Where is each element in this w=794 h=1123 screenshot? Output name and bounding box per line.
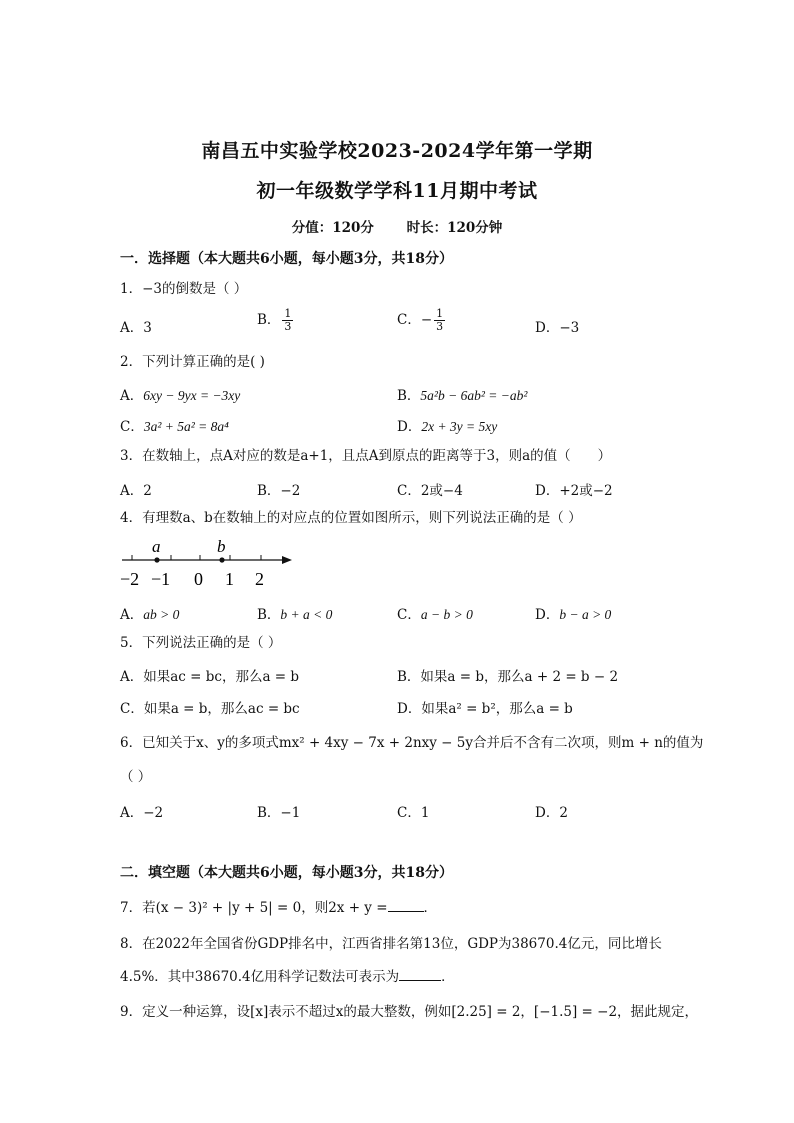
option-expression: ab > 0	[143, 607, 180, 622]
q1-option-b-fraction	[282, 308, 293, 333]
fraction-denominator: 3	[284, 320, 292, 333]
q4-option-a	[120, 603, 179, 623]
q2-stem: 2．下列计算正确的是( )	[120, 354, 265, 370]
q4-option-b	[257, 603, 332, 623]
q1-option-c	[397, 308, 445, 333]
q4-option-c	[397, 603, 473, 623]
q6-option-c: C．1	[397, 805, 430, 821]
option-expression: 5a²b − 6ab² = −ab²	[420, 388, 528, 403]
q7-answer-blank[interactable]	[388, 898, 424, 912]
option-label: A．	[120, 607, 144, 623]
q9-text: 9．定义一种运算，设[x]表示不超过x的最大整数，例如[2.25] = 2，[−1.5] = −2，据此规定，	[120, 1004, 699, 1020]
axis-label-neg2: −2	[120, 569, 140, 589]
option-label: B．	[397, 388, 421, 404]
q2-option-d	[397, 415, 497, 435]
option-label: B．	[257, 607, 281, 623]
q8-end: ．	[441, 969, 455, 985]
q5-option-b: B．如果a = b，那么a + 2 = b − 2	[397, 669, 619, 685]
option-expression: 3a² + 5a² = 8a⁴	[143, 419, 229, 434]
point-b-label: b	[217, 537, 226, 556]
option-expression: a − b > 0	[420, 607, 473, 622]
axis-label-1: 1	[225, 569, 234, 589]
q1-stem: 1．−3的倒数是（ ）	[120, 281, 248, 297]
option-expression: b + a < 0	[280, 607, 333, 622]
q3-option-a: A．2	[120, 483, 152, 499]
q1-option-a: A．3	[120, 320, 152, 336]
axis-label-neg1: −1	[151, 569, 171, 589]
q1-option-b-label: B．	[257, 312, 281, 328]
q3-option-c: C．2或−4	[397, 483, 463, 499]
q8-answer-blank[interactable]	[399, 967, 441, 981]
q1-option-c-fraction	[434, 308, 445, 333]
option-expression: 2x + 3y = 5xy	[421, 419, 498, 434]
number-line-figure	[118, 536, 303, 592]
option-label: D．	[535, 607, 560, 623]
q4-option-d	[535, 603, 611, 623]
q1-option-c-label: C．−	[397, 312, 433, 328]
q5-option-a: A．如果ac = bc，那么a = b	[120, 669, 300, 685]
q3-option-d: D．+2或−2	[535, 483, 613, 499]
q7-end: ．	[423, 900, 438, 916]
point-b-dot	[219, 557, 224, 562]
q8-line2	[120, 967, 455, 986]
q5-option-d: D．如果a² = b²，那么a = b	[397, 701, 573, 717]
score-text: 分值：120分	[291, 220, 374, 236]
arrow-icon	[282, 556, 292, 564]
point-a-label: a	[152, 537, 161, 556]
q8-line1: 8．在2022年全国省份GDP排名中，江西省排名第13位，GDP为38670.4亿元，同比增长	[120, 936, 662, 952]
axis-label-2: 2	[255, 569, 264, 589]
q1-option-b	[257, 308, 293, 333]
option-label: C．	[397, 607, 421, 623]
q6-stem: 6．已知关于x、y的多项式mx² + 4xy − 7x + 2nxy − 5y合并后不含有二次项，则m + n的值为	[120, 735, 704, 751]
q7-question	[120, 898, 437, 917]
fraction-numerator: 1	[436, 307, 444, 320]
q5-stem: 5．下列说法正确的是（ ）	[120, 635, 282, 651]
option-expression: b − a > 0	[559, 607, 612, 622]
q3-option-b: B．−2	[257, 483, 301, 499]
q2-option-a	[120, 384, 240, 404]
point-a-dot	[154, 557, 159, 562]
school-title: 南昌五中实验学校2023-2024学年第一学期	[201, 140, 593, 162]
exam-title: 初一年级数学学科11月期中考试	[256, 180, 538, 202]
duration-text: 时长：120分钟	[406, 220, 503, 236]
option-label: C．	[120, 419, 144, 435]
axis-label-0: 0	[194, 569, 203, 589]
fraction-numerator: 1	[284, 307, 292, 320]
q6-option-d: D．2	[535, 805, 568, 821]
q6-option-a: A．−2	[120, 805, 164, 821]
option-expression: 6xy − 9yx = −3xy	[143, 388, 241, 403]
q2-option-c	[120, 415, 229, 435]
q8-text: 4.5%．其中38670.4亿用科学记数法可表示为	[120, 969, 400, 985]
q6-stem-continued: （ ）	[120, 769, 152, 785]
option-label: D．	[397, 419, 422, 435]
section2-heading: 二．填空题（本大题共6小题，每小题3分，共18分）	[120, 865, 453, 881]
section1-heading: 一．选择题（本大题共6小题，每小题3分，共18分）	[120, 251, 453, 267]
exam-meta	[0, 216, 794, 236]
q5-option-c: C．如果a = b，那么ac = bc	[120, 701, 300, 717]
q2-option-b	[397, 384, 527, 404]
q7-text: 7．若(x − 3)² + |y + 5| = 0，则2x + y =	[120, 900, 388, 916]
q6-option-b: B．−1	[257, 805, 301, 821]
fraction-denominator: 3	[436, 320, 444, 333]
q4-stem: 4．有理数a、b在数轴上的对应点的位置如图所示，则下列说法正确的是（ ）	[120, 510, 582, 526]
q3-stem: 3．在数轴上，点A对应的数是a+1，且点A到原点的距离等于3，则a的值（ ）	[120, 448, 612, 464]
option-label: A．	[120, 388, 144, 404]
q1-option-d: D．−3	[535, 320, 580, 336]
